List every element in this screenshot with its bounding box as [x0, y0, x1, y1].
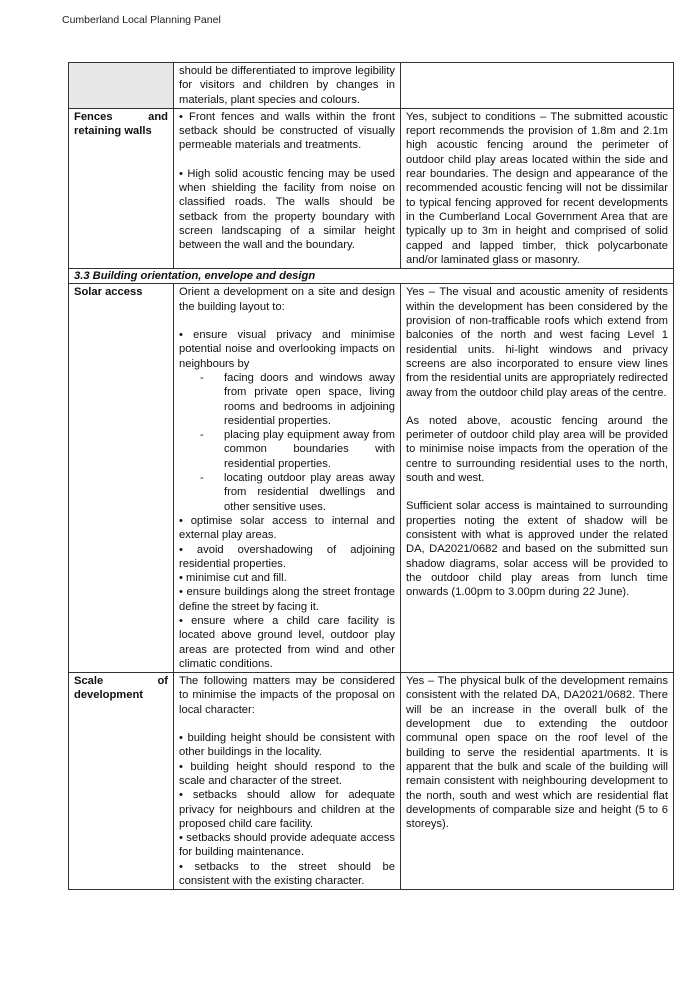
requirement-bullet: • ensure where a child care facility is located above ground level, outdoor play areas are protected from wind and other climatic conditions. — [179, 614, 395, 670]
requirement-cell: should be differentiated to improve legibility for visitors and children by changes in materials, plant species and colours. — [174, 63, 401, 109]
requirement-bullet: • setbacks should provide adequate access for building maintenance. — [179, 832, 395, 859]
sub-item: - facing doors and windows away from private open space, living rooms and bedrooms in adjoining residential properties. — [200, 371, 395, 427]
requirement-bullet: • minimise cut and fill. — [179, 572, 287, 585]
compliance-cell — [401, 284, 674, 673]
requirement-cell — [174, 673, 401, 890]
requirement-bullet: • optimise solar access to internal and external play areas. — [179, 514, 395, 542]
dash-marker: - — [200, 472, 204, 485]
empty-label-cell — [69, 63, 174, 109]
compliance-paragraph: As noted above, acoustic fencing around the perimeter of outdoor child play area will be provided to minimise noise impacts from the operation of the centre to surrounding residential uses to the north, south and west. — [406, 414, 668, 485]
sub-item: - locating outdoor play areas away from residential dwellings and other sensitive uses. — [200, 472, 395, 513]
requirement-intro: Orient a development on a site and design the building layout to: — [179, 286, 395, 313]
table-row — [69, 63, 674, 109]
compliance-cell: Yes, subject to conditions – The submitted acoustic report recommends the provision of 1.8m and 2.1m high acoustic fencing around the perimeter of outdoor child play areas located within the side and rear boundaries. The design and appearance of the recommended acoustic fencing will not be dissimilar to typical fencing approved for recent developments in the Cumberland Local Government Area that are typically up to 3m in height and comprised of solid capped and lapped timber, thick polycarbonate and/or laminated glass or masonry. — [401, 108, 674, 268]
requirement-bullet: • Front fences and walls within the front setback should be constructed of visually permeable materials and treatments. — [179, 110, 395, 152]
sub-item: - placing play equipment away from common boundaries with residential properties. — [200, 429, 395, 470]
requirement-intro: The following matters may be considered to minimise the impacts of the proposal on local character: — [179, 675, 395, 716]
requirement-cell — [174, 284, 401, 673]
compliance-paragraph: Sufficient solar access is maintained to surrounding properties noting the extent of shadow will be consistent with what is approved under the related DA, DA2021/0682 and based on the submitted sun shadow diagrams, solar access will be provided to the outdoor child play areas from lunch time onwards (1.00pm to 3.00pm during 22 June). — [406, 500, 668, 599]
row-label-scale: Scale of development — [69, 673, 174, 890]
compliance-cell: Yes – The physical bulk of the development remains consistent with the related DA, DA2021/0682. There will be an increase in the overall bulk of the development due to extending the outdoor communal open space on the roof level of the building to serve the residential apartments. It is apparent that the bulk and scale of the building will remain consistent with neighbouring development to the north, south and west which are residential flat developments of comparable size and height (5 to 6 storeys). — [401, 673, 674, 890]
requirement-bullet: • building height should respond to the scale and character of the street. — [179, 760, 395, 787]
table-row — [69, 673, 674, 890]
table-row — [69, 284, 674, 673]
page-header: Cumberland Local Planning Panel — [62, 14, 221, 26]
requirement-bullet: • setbacks to the street should be consistent with the existing character. — [179, 860, 395, 888]
row-label-solar-access: Solar access — [69, 284, 174, 673]
row-label-fences: Fences and retaining walls — [69, 108, 174, 268]
compliance-cell — [401, 63, 674, 109]
assessment-table — [68, 62, 674, 890]
requirement-bullet: • setbacks should allow for adequate privacy for neighbours and children at the proposed child care facility. — [179, 789, 395, 830]
requirement-bullet: • ensure visual privacy and minimise potential noise and overlooking impacts on neighbours by — [179, 329, 395, 370]
requirement-bullet: • High solid acoustic fencing may be used when shielding the facility from noise on classified roads. The walls should be setback from the property boundary with screen landscaping of a similar height between the wall and the boundary. — [179, 167, 395, 252]
requirement-cell — [174, 108, 401, 268]
table-row — [69, 108, 674, 268]
dash-marker: - — [200, 429, 204, 442]
requirement-bullet: • building height should be consistent with other buildings in the locality. — [179, 732, 395, 759]
section-heading: 3.3 Building orientation, envelope and design — [69, 269, 674, 284]
requirement-bullet: • avoid overshadowing of adjoining residential properties. — [179, 543, 395, 570]
requirement-bullet: • ensure buildings along the street frontage define the street by facing it. — [179, 586, 395, 613]
dash-marker: - — [200, 371, 204, 384]
section-row — [69, 269, 674, 284]
compliance-paragraph: Yes – The visual and acoustic amenity of residents within the development has been considered by the provision of non-trafficable roofs which extend from balconies of the north and west facing Level 1 residential units. hi-light windows and privacy screens are also incorporated to ensure view lines from the residential units are appropriately redirected away from the outdoor child play areas of the centre. — [406, 286, 668, 399]
